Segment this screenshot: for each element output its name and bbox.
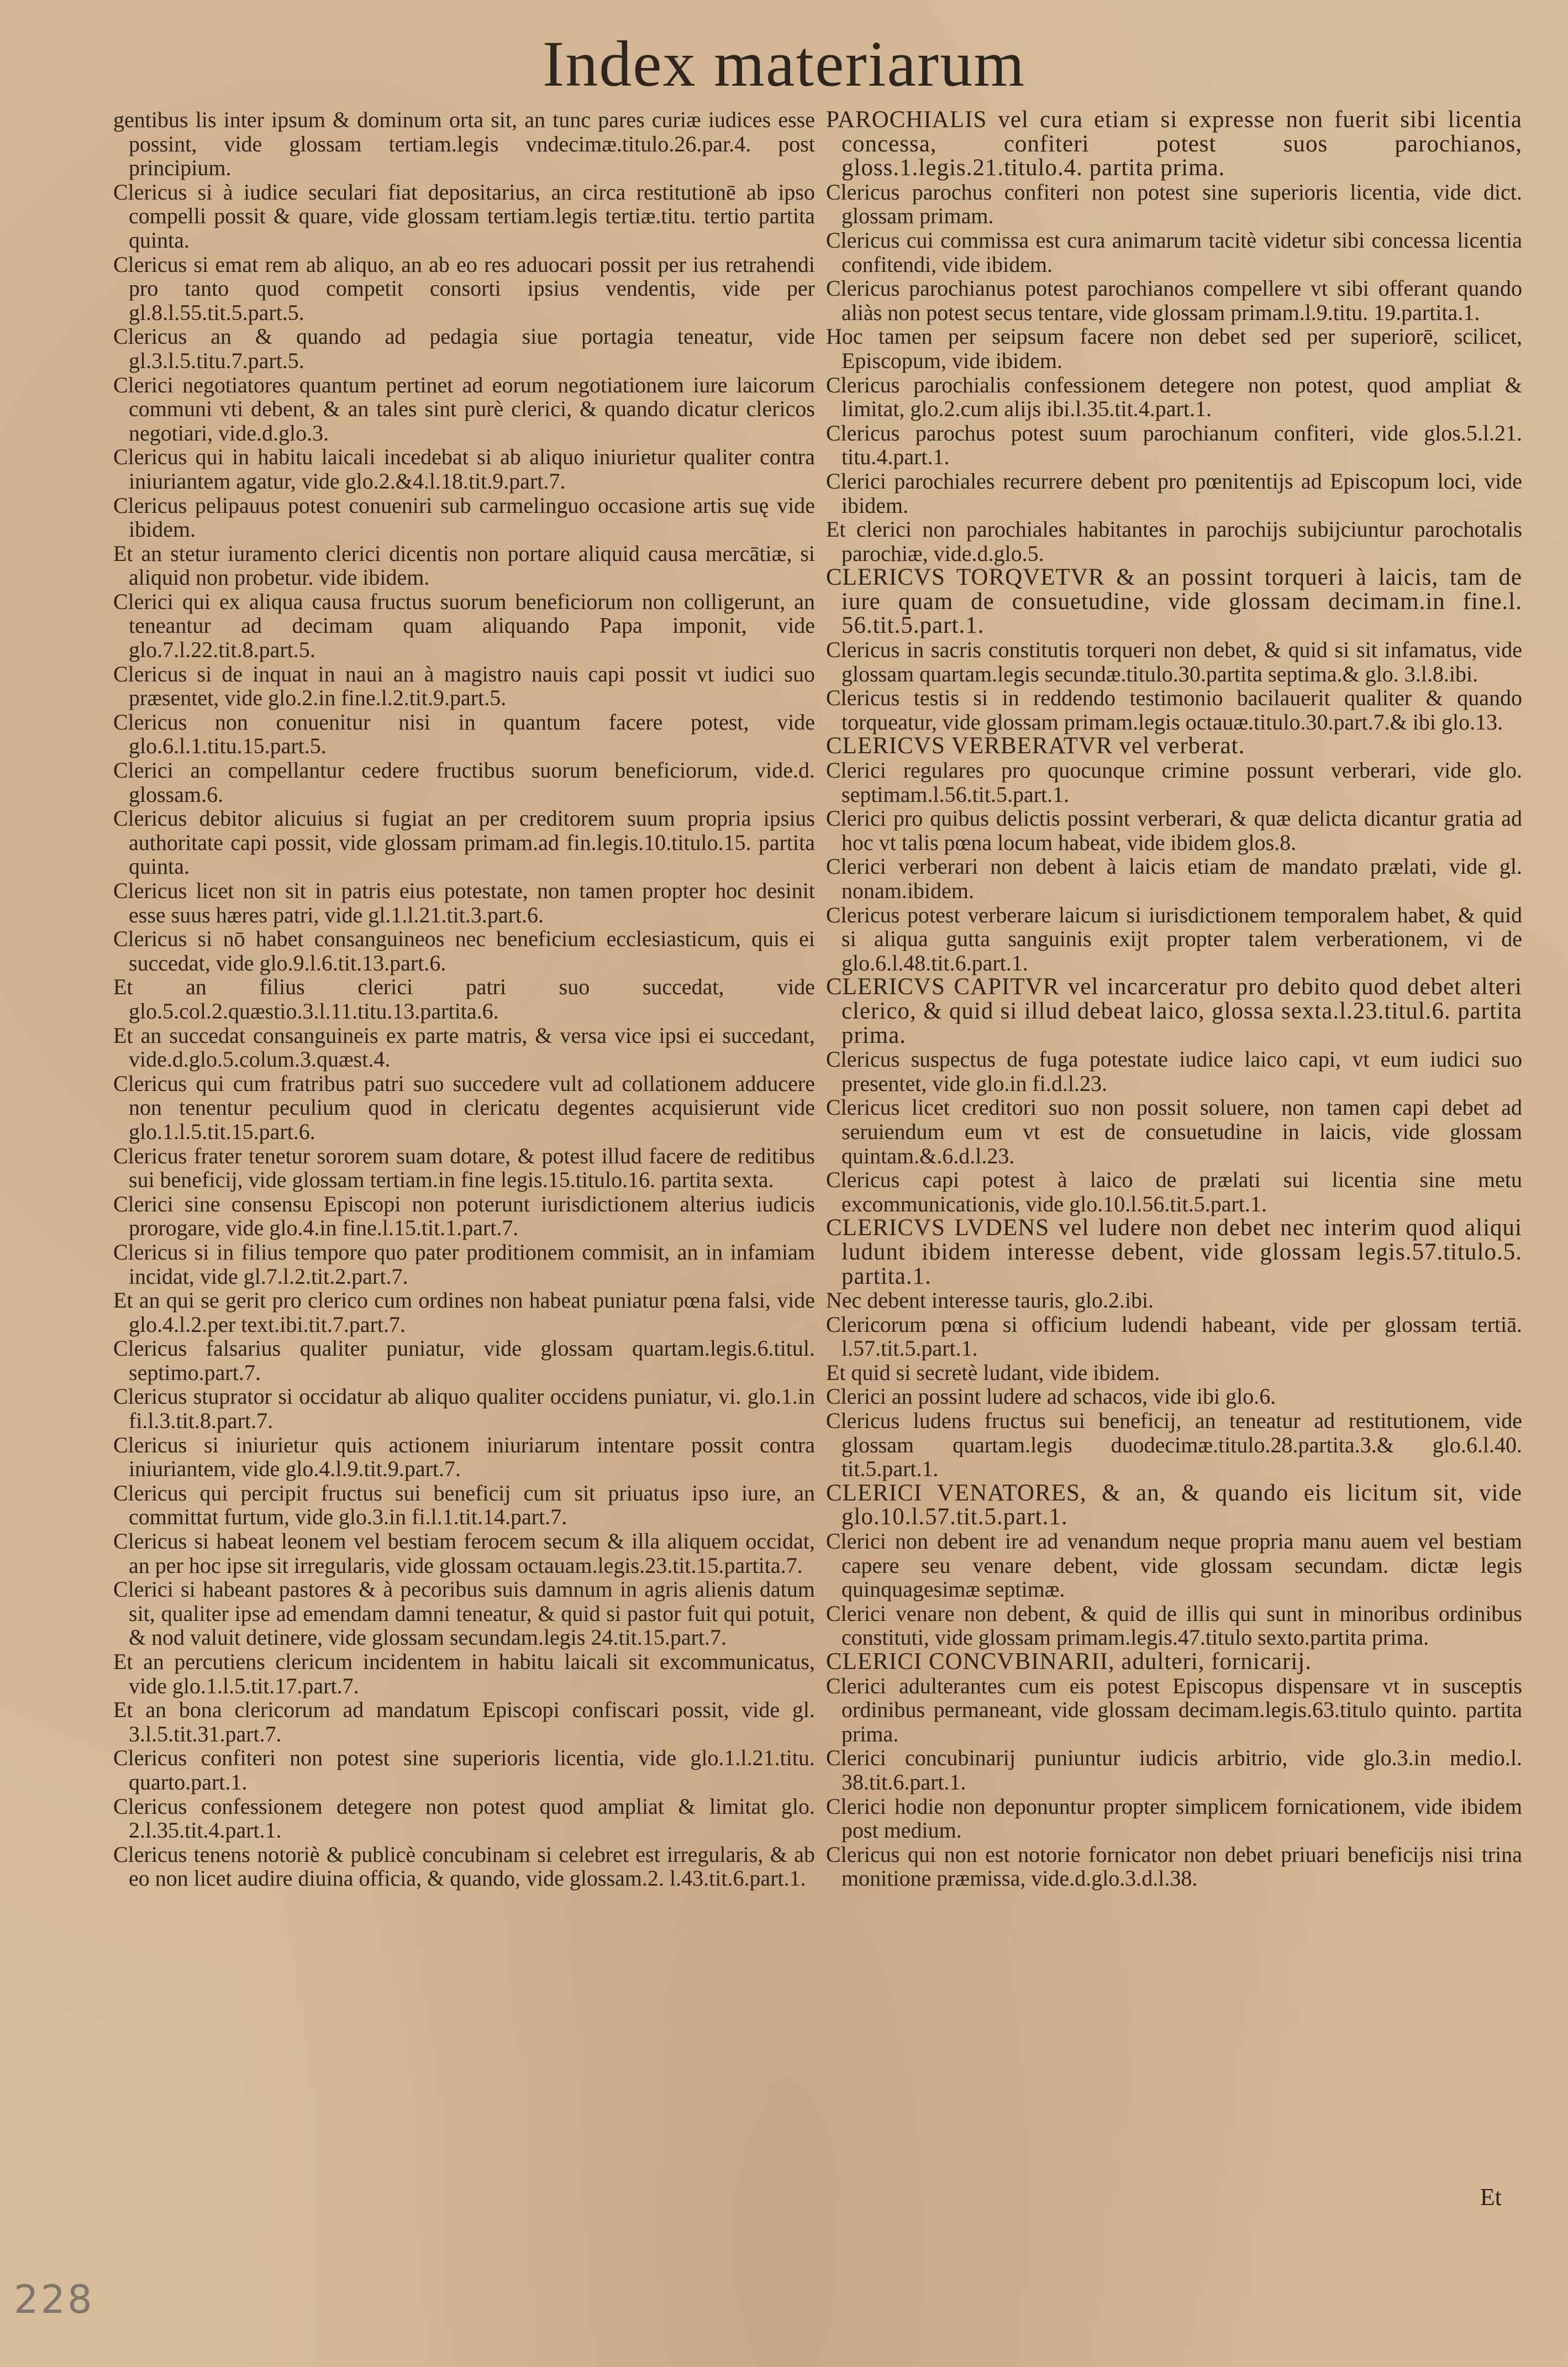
index-entry: Hoc tamen per seipsum facere non debet sed per superiorē, scilicet, Episcopum, vide ibidem. <box>826 324 1522 373</box>
index-entry: CLERICI CONCVBINARII, adulteri, fornicarij. <box>826 1649 1312 1675</box>
index-entry: Clerici adulterantes cum eis potest Episcopus dispensare vt in susceptis ordinibus permaneant, vide glossam decimam.legis.63.titulo quinto. partita prima. <box>826 1673 1522 1746</box>
index-entry: Clericus qui percipit fructus sui beneficij cum sit priuatus ipso iure, an committat furtum, vide glo.3.in fi.l.1.tit.14.part.7. <box>113 1480 815 1530</box>
index-entry: Clericus parochialis confessionem detegere non potest, quod ampliat & limitat, glo.2.cum alijs ibi.l.35.tit.4.part.1. <box>826 372 1522 422</box>
index-entry: Clericus suspectus de fuga potestate iudice laico capi, vt eum iudici suo presentet, vide glo.in fi.d.l.23. <box>826 1047 1522 1096</box>
index-entry: CLERICI VENATORES, & an, & quando eis licitum sit, vide glo.10.l.57.tit.5.part.1. <box>826 1479 1522 1530</box>
index-entry: Clericus frater tenetur sororem suam dotare, & potest illud facere de reditibus sui beneficij, vide glossam tertiam.in fine legis.15.titulo.16. partita sexta. <box>113 1143 815 1193</box>
index-entry: Clericus licet non sit in patris eius potestate, non tamen propter hoc desinit esse suus hæres patri, vide gl.1.l.21.tit.3.part.6. <box>113 878 815 927</box>
index-entry: Clericus an & quando ad pedagia siue portagia teneatur, vide gl.3.l.5.titu.7.part.5. <box>113 324 815 373</box>
index-entry: Clericus parochianus potest parochianos compellere vt sibi offerant quando aliàs non potest secus tentare, vide glossam primam.l.9.titu. 19.partita.1. <box>826 276 1522 325</box>
index-entry: Clericorum pœna si officium ludendi habeant, vide per glossam tertiā. l.57.tit.5.part.1. <box>826 1311 1522 1361</box>
index-entry: Clericus capi potest à laico de prælati sui licentia sine metu excommunicationis, vide glo.10.l.56.tit.5.part.1. <box>826 1167 1522 1216</box>
index-entry: Clericus si habeat leonem vel bestiam ferocem secum & illa aliquem occidat, an per hoc ipse sit irregularis, vide glossam octauam.legis.23.tit.15.partita.7. <box>113 1529 815 1578</box>
index-entry: Clericus confessionem detegere non potest quod ampliat & limitat glo. 2.l.35.tit.4.part.1. <box>113 1793 815 1843</box>
index-entry: CLERICVS TORQVETVR & an possint torqueri à laicis, tam de iure quam de consuetudine, vide glossam decimam.in fine.l. 56.tit.5.part.1. <box>826 564 1522 639</box>
index-entry: Clericus tenens notoriè & publicè concubinam si celebret est irregularis, & ab eo non licet audire diuina officia, & quando, vide glossam.2. l.43.tit.6.part.1. <box>113 1841 815 1891</box>
index-entry: Clerici an compellantur cedere fructibus suorum beneficiorum, vide.d. glossam.6. <box>113 758 815 807</box>
index-entry: Et an filius clerici patri suo succedat, vide glo.5.col.2.quæstio.3.l.11.titu.13.partita.6. <box>113 974 815 1024</box>
index-entry: Et an bona clericorum ad mandatum Episcopi confiscari possit, vide gl. 3.l.5.tit.31.part.7. <box>113 1697 815 1746</box>
index-entry: Clerici si habeant pastores & à pecoribus suis damnum in agris alienis datum sit, qualiter ipse ad emendam damni teneatur, & quid si pastor fuit qui potuit, & nod valuit detinere, vide glossam secundam.legis 24.tit.15.part.7. <box>113 1577 815 1650</box>
index-entry: Clericus si emat rem ab aliquo, an ab eo res aduocari possit per ius retrahendi pro tanto quod competit consorti ipsius vendentis, vide per gl.8.l.55.tit.5.part.5. <box>113 251 815 325</box>
index-entry: Clericus stuprator si occidatur ab aliquo qualiter occidens puniatur, vi. glo.1.in fi.l.3.tit.8.part.7. <box>113 1384 815 1434</box>
catchword: Et <box>1480 2184 1502 2211</box>
index-entry: Et an qui se gerit pro clerico cum ordines non habeat puniatur pœna falsi, vide glo.4.l.2.per text.ibi.tit.7.part.7. <box>113 1288 815 1337</box>
index-entry: Clerici non debent ire ad venandum neque propria manu auem vel bestiam capere seu venare debent, vide glossam secundam. dictæ legis quinquagesimæ septimæ. <box>826 1529 1522 1602</box>
index-entry: Et quid si secretè ludant, vide ibidem. <box>826 1360 1160 1385</box>
index-entry: Clericus parochus confiteri non potest sine superioris licentia, vide dict. glossam primam. <box>826 179 1522 229</box>
index-entry: Nec debent interesse tauris, glo.2.ibi. <box>826 1288 1154 1313</box>
index-entry: Clericus debitor alicuius si fugiat an per creditorem suum propria ipsius authoritate capi possit, vide glossam primam.ad fin.legis.10.titulo.15. partita quinta. <box>113 806 815 879</box>
index-entry: Clerici venare non debent, & quid de illis qui sunt in minoribus ordinibus constituti, vide glossam primam.legis.47.titulo sexto.partita prima. <box>826 1600 1522 1650</box>
index-entry: Clericus si in filius tempore quo pater proditionem commisit, an in infamiam incidat, vide gl.7.l.2.tit.2.part.7. <box>113 1239 815 1289</box>
index-entry: Clerici verberari non debent à laicis etiam de mandato prælati, vide gl. nonam.ibidem. <box>826 854 1522 903</box>
index-entry: CLERICVS VERBERATVR vel verberat. <box>826 733 1245 759</box>
index-entry: Clerici sine consensu Episcopi non poterunt iurisdictionem alterius iudicis prorogare, vide glo.4.in fine.l.15.tit.1.part.7. <box>113 1191 815 1241</box>
index-entry: Clericus non conuenitur nisi in quantum facere potest, vide glo.6.l.1.titu.15.part.5. <box>113 709 815 759</box>
index-entry: Clericus pelipauus potest conueniri sub carmelinguo occasione artis suę vide ibidem. <box>113 492 815 542</box>
index-entry: Clerici regulares pro quocunque crimine possunt verberari, vide glo. septimam.l.56.tit.5.part.1. <box>826 758 1522 807</box>
index-entry: Clerici parochiales recurrere debent pro pœnitentijs ad Episcopum loci, vide ibidem. <box>826 468 1522 518</box>
index-entry: Clerici an possint ludere ad schacos, vide ibi glo.6. <box>826 1384 1276 1409</box>
index-entry: Clericus parochus potest suum parochianum confiteri, vide glos.5.l.21. titu.4.part.1. <box>826 420 1522 470</box>
index-entry: Clericus licet creditori suo non possit soluere, non tamen capi debet ad seruiendum eum vt est de consuetudine in laicis, vide glossam quintam.&.6.d.l.23. <box>826 1095 1522 1168</box>
right-index-column <box>826 108 1522 1891</box>
index-entry: CLERICVS CAPITVR vel incarceratur pro debito quod debet alteri clerico, & quid si illud debeat laico, glossa sexta.l.23.titul.6. partita prima. <box>826 974 1522 1048</box>
index-entry: Clericus confiteri non potest sine superioris licentia, vide glo.1.l.21.titu. quarto.part.1. <box>113 1745 815 1794</box>
index-entry: PAROCHIALIS vel cura etiam si expresse non fuerit sibi licentia concessa, confiteri potest suos parochianos, gloss.1.legis.21.titulo.4. partita prima. <box>826 107 1522 181</box>
index-entry: CLERICVS LVDENS vel ludere non debet nec interim quod aliqui ludunt ibidem interesse debent, vide glossam legis.57.titulo.5. partita.1. <box>826 1215 1522 1289</box>
index-entry: Clericus cui commissa est cura animarum tacitè videtur sibi concessa licentia confitendi, vide ibidem. <box>826 227 1522 277</box>
index-entry: Et an stetur iuramento clerici dicentis non portare aliquid causa mercātiæ, si aliquid non probetur. vide ibidem. <box>113 540 815 590</box>
index-entry: Clericus qui cum fratribus patri suo succedere vult ad collationem adducere non tenentur peculium quod in clericatu degentes acquisierunt vide glo.1.l.5.tit.15.part.6. <box>113 1070 815 1144</box>
index-entry: Clerici hodie non deponuntur propter simplicem fornicationem, vide ibidem post medium. <box>826 1793 1522 1843</box>
index-entry: Clericus ludens fructus sui beneficij, an teneatur ad restitutionem, vide glossam quartam.legis duodecimæ.titulo.28.partita.3.& glo.6.l.40. tit.5.part.1. <box>826 1408 1522 1482</box>
index-entry: Clericus potest verberare laicum si iurisdictionem temporalem habet, & quid si aliqua gutta sanguinis exijt propter talem verberationem, vi de glo.6.l.48.tit.6.part.1. <box>826 902 1522 975</box>
page-title: Index materiarum <box>542 28 1026 100</box>
index-entry: Clericus falsarius qualiter puniatur, vide glossam quartam.legis.6.titul. septimo.part.7. <box>113 1336 815 1385</box>
index-entry: Et an succedat consanguineis ex parte matris, & versa vice ipsi ei succedant, vide.d.glo.5.colum.3.quæst.4. <box>113 1022 815 1072</box>
index-entry: Clericus si iniurietur quis actionem iniuriarum intentare possit contra iniuriantem, vide glo.4.l.9.tit.9.part.7. <box>113 1432 815 1482</box>
index-entry: Clericus si à iudice seculari fiat depositarius, an circa restitutionē ab ipso compelli possit & quare, vide glossam tertiam.legis tertiæ.titu. tertio partita quinta. <box>113 179 815 253</box>
index-entry: Clerici qui ex aliqua causa fructus suorum beneficiorum non colligerunt, an teneantur ad decimam quam aliquando Papa imponit, vide glo.7.l.22.tit.8.part.5. <box>113 589 815 663</box>
index-entry: Et an percutiens clericum incidentem in habitu laicali sit excommunicatus, vide glo.1.l.5.tit.17.part.7. <box>113 1649 815 1698</box>
index-entry: Clericus si nō habet consanguineos nec beneficium ecclesiasticum, quis ei succedat, vide glo.9.l.6.tit.13.part.6. <box>113 926 815 975</box>
pencil-page-number: 228 <box>14 2277 94 2322</box>
left-index-column <box>113 108 815 1891</box>
index-entry: Clericus qui in habitu laicali incedebat si ab aliquo iniurietur qualiter contra iniuriantem agatur, vide glo.2.&4.l.18.tit.9.part.7. <box>113 444 815 494</box>
index-entry: Clericus in sacris constitutis torqueri non debet, & quid si sit infamatus, vide glossam quartam.legis secundæ.titulo.30.partita septima.& glo. 3.l.8.ibi. <box>826 637 1522 686</box>
index-entry: Clerici concubinarij puniuntur iudicis arbitrio, vide glo.3.in medio.l. 38.tit.6.part.1. <box>826 1745 1522 1794</box>
index-entry: Clerici negotiatores quantum pertinet ad eorum negotiationem iure laicorum communi vti debent, & an tales sint purè clerici, & quando dicatur clericos negotiari, vide.d.glo.3. <box>113 372 815 445</box>
index-entry: gentibus lis inter ipsum & dominum orta sit, an tunc pares curiæ iudices esse possint, vide glossam tertiam.legis vndecimæ.titulo.26.par.4. post principium. <box>113 107 815 181</box>
index-entry: Et clerici non parochiales habitantes in parochijs subijciuntur parochotalis parochiæ, vide.d.glo.5. <box>826 517 1522 566</box>
index-entry: Clericus si de inquat in naui an à magistro nauis capi possit vt iudici suo præsentet, vide glo.2.in fine.l.2.tit.9.part.5. <box>113 661 815 711</box>
index-entry: Clerici pro quibus delictis possint verberari, & quæ delicta dicantur gratia ad hoc vt talis pœna locum habeat, vide ibidem glos.8. <box>826 806 1522 855</box>
index-entry: Clericus qui non est notorie fornicator non debet priuari beneficijs nisi trina monitione præmissa, vide.d.glo.3.d.l.38. <box>826 1841 1522 1891</box>
index-entry: Clericus testis si in reddendo testimonio bacilauerit qualiter & quando torqueatur, vide glossam primam.legis octauæ.titulo.30.part.7.& ibi glo.13. <box>826 685 1522 734</box>
